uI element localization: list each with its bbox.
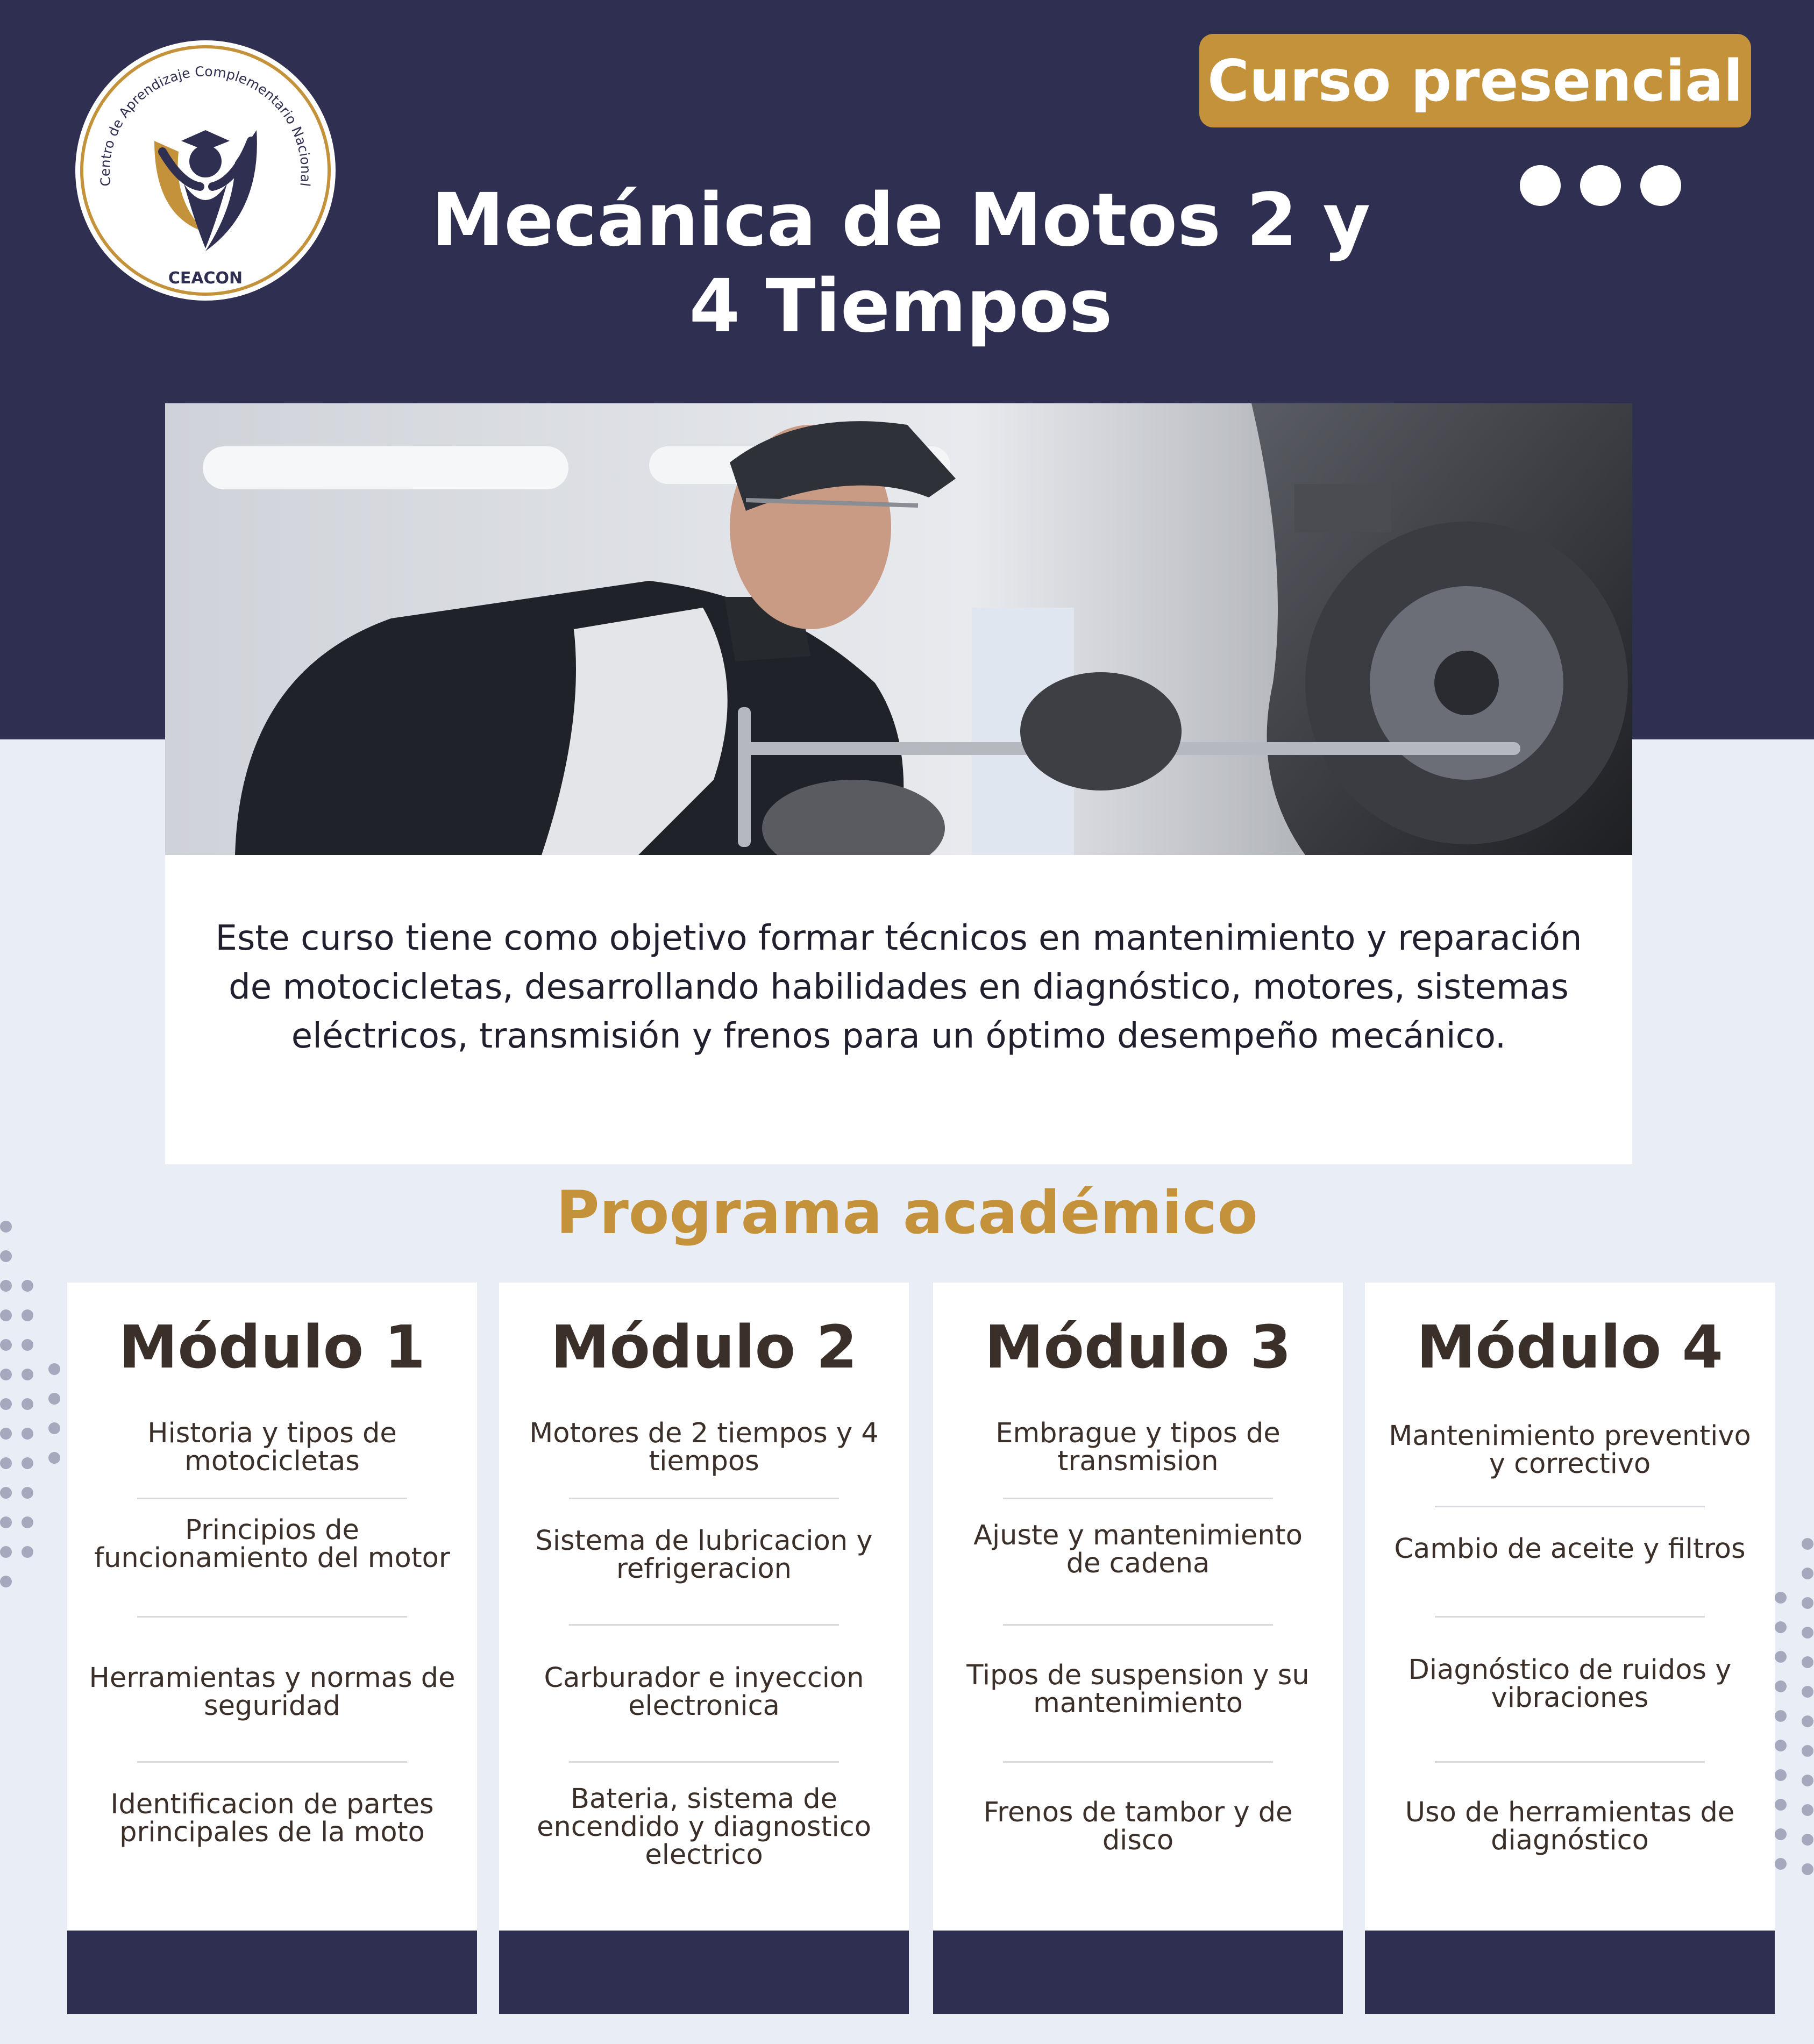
dot (1640, 165, 1681, 206)
divider (1003, 1624, 1273, 1626)
more-dots-icon (1520, 165, 1681, 206)
decorative-dot-grid-right (1775, 1538, 1814, 1893)
module-card-3 (933, 1283, 1343, 2014)
logo-name: CEACON (168, 269, 243, 288)
module-topic: Uso de herramientas de diagnóstico (1405, 1797, 1735, 1856)
module-title: Módulo 3 (984, 1313, 1292, 1381)
module-topic: Historia y tipos de motocicletas (147, 1418, 397, 1477)
divider (1435, 1616, 1705, 1618)
module-title: Módulo 1 (118, 1313, 426, 1381)
description-card (165, 855, 1632, 1164)
course-mode-badge: Curso presencial (1199, 34, 1751, 127)
module-topic: Herramientas y normas de seguridad (89, 1662, 456, 1722)
divider (137, 1616, 407, 1618)
module-topic: Carburador e inyeccion electronica (544, 1662, 864, 1722)
module-card-4 (1365, 1283, 1775, 2014)
divider (137, 1761, 407, 1763)
mechanic-photo (165, 403, 1632, 855)
module-topic: Bateria, sistema de encendido y diagnostico electrico (537, 1783, 871, 1871)
module-footer (67, 1931, 477, 2014)
module-card-1 (67, 1283, 477, 2014)
module-card-2 (499, 1283, 909, 2014)
module-topic: Sistema de lubricacion y refrigeracion (535, 1525, 873, 1585)
page-title: Mecánica de Motos 2 y 4 Tiempos (431, 178, 1371, 349)
module-title: Módulo 4 (1416, 1313, 1724, 1381)
divider (569, 1498, 839, 1499)
logo-ring-text: Centro de Aprendizaje Complementario Nacional (97, 63, 314, 188)
module-topic: Motores de 2 tiempos y 4 tiempos (529, 1418, 879, 1477)
section-title: Programa académico (556, 1178, 1258, 1247)
module-topic: Diagnóstico de ruidos y vibraciones (1408, 1654, 1732, 1714)
module-topic: Mantenimiento preventivo y correctivo (1389, 1420, 1751, 1480)
module-footer (933, 1931, 1343, 2014)
decorative-dot-grid-left (0, 1221, 70, 1608)
dot (1580, 165, 1621, 206)
divider (137, 1498, 407, 1499)
ceacon-logo (74, 39, 337, 302)
divider (1435, 1761, 1705, 1763)
module-topic: Cambio de aceite y filtros (1394, 1533, 1746, 1565)
course-description: Este curso tiene como objetivo formar técnicos en mantenimiento y reparación de motocicletas, desarrollando habilidades en diagnóstico, motores, sistemas eléctricos, transmisión y frenos para un óptimo desempeño mecánico. (215, 918, 1582, 1056)
module-topic: Principios de funcionamiento del motor (94, 1514, 450, 1574)
module-footer (1365, 1931, 1775, 2014)
module-footer (499, 1931, 909, 2014)
divider (1003, 1761, 1273, 1763)
module-topic: Embrague y tipos de transmision (995, 1418, 1281, 1477)
divider (1435, 1506, 1705, 1507)
module-topic: Ajuste y mantenimiento de cadena (973, 1520, 1303, 1579)
divider (1003, 1498, 1273, 1499)
module-topic: Identificacion de partes principales de la moto (110, 1789, 434, 1848)
module-topic: Tipos de suspension y su mantenimiento (966, 1660, 1310, 1719)
divider (569, 1761, 839, 1763)
module-topic: Frenos de tambor y de disco (983, 1797, 1293, 1856)
divider (569, 1624, 839, 1626)
dot (1520, 165, 1561, 206)
module-title: Módulo 2 (550, 1313, 858, 1381)
